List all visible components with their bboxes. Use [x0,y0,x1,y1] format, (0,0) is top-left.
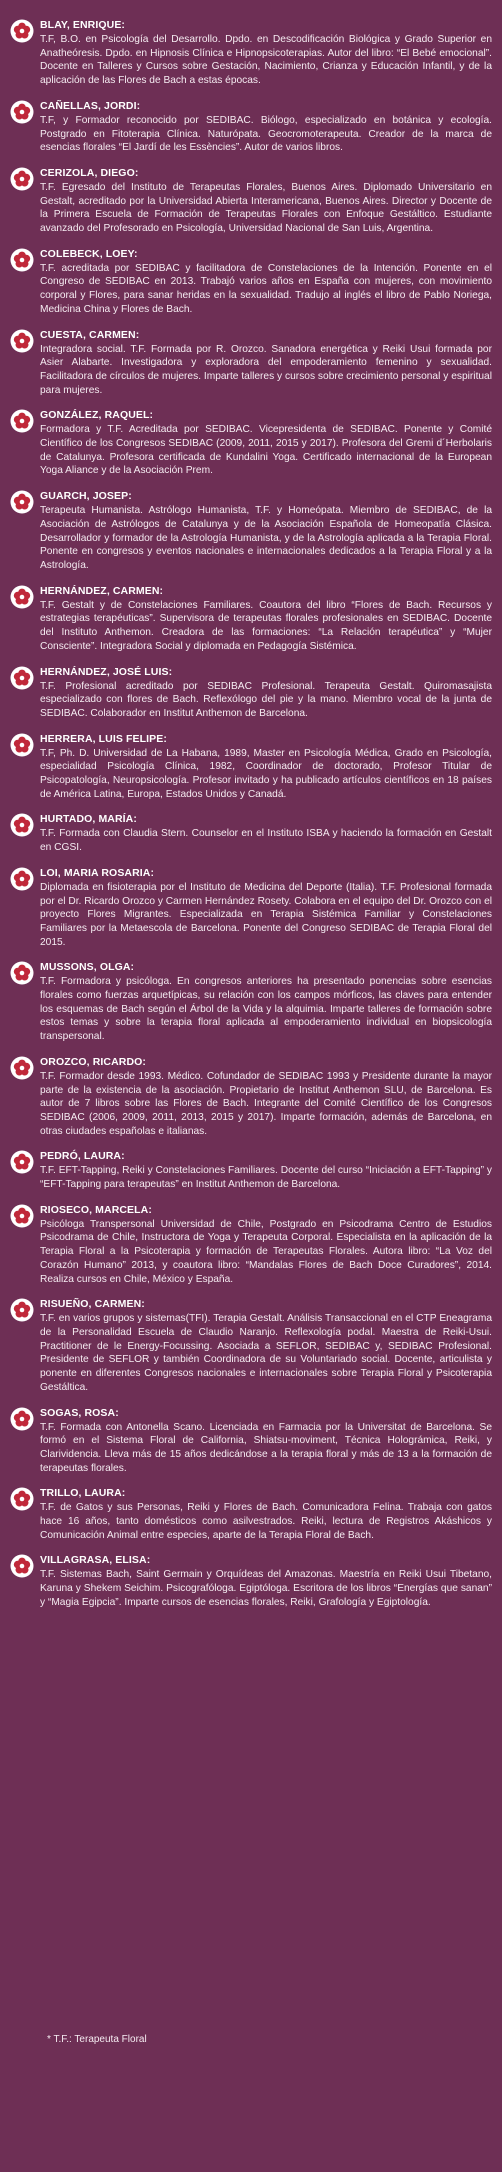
bio-description: T.F. Formada con Antonella Scano. Licenciada en Farmacia por la Universitat de Barcelona. Se formó en el Sistema Floral de California, Shiatsu-moviment, Técnica Holográmica, Reiki, y Clarividencia. Lleva más de 15 años dedicándose a la terapia floral y más de 13 a la formación de terapeutas florales. [40,1421,492,1474]
flower-badge-icon [10,329,34,353]
bio-description: Diplomada en fisioterapia por el Instituto de Medicina del Deporte (Italia). T.F. Profesional formada por el Dr. Ricardo Orozco y Carmen Hernández Rosety. Colabora en el equipo del Dr. Orozco con el proyecto Flores Migrantes. Especializada en Terapia Sistémica Familiar y Constelaciones Familiares por la Metaescola de Barcelona. Ponente del Congreso SEDIBAC de Terapia Floral del 2015. [40,881,492,948]
bio-name: HERRERA, LUIS FELIPE: [40,732,167,745]
bio-description: T.F. Formada con Claudia Stern. Counselor en el Instituto ISBA y haciendo la formación en Gestalt en CGSI. [40,828,492,854]
bio-entry [10,866,492,950]
bio-description: Integradora social. T.F. Formada por R. Orozco. Sanadora energética y Reiki Usui formada por Asier Alabarte. Investigadora y exploradora del empoderamiento femenino y sexualidad. Facilitadora de círculos de mujeres. Imparte talleres y cursos sobre crecimiento personal y espiritual para mujeres. [40,343,492,396]
flower-badge-icon [10,248,34,272]
bio-entry [10,732,492,802]
bio-name: COLEBECK, LOEY: [40,247,138,260]
bio-entry [10,1406,492,1476]
bio-name: HURTADO, MARÍA: [40,813,137,826]
footnote: * T.F.: Terapeuta Floral [47,2034,147,2045]
bio-description: T.F. Gestalt y de Constelaciones Familiares. Coautora del libro “Flores de Bach. Recursos y estrategias terapéuticas”. Supervisora de terapeutas florales profesionales en SEDIBAC. Docente del Instituto Anthemon. Creadora de las formaciones: “La Relación terapéutica” y “Mujer Consciente”. Integradora Social y diplomada en Pedagogía Sistémica. [40,599,492,652]
flower-badge-icon [10,585,34,609]
bio-list [10,18,492,1621]
flower-badge-icon [10,100,34,124]
bio-description: T.F. de Gatos y sus Personas, Reiki y Flores de Bach. Comunicadora Felina. Trabaja con gatos hace 16 años, tanto domésticos como asilvestrados. Reiki, lectura de Registros Akáshicos y Comunicación Animal entre especies, aparte de la Terapia Floral de Bach. [40,1502,492,1541]
bio-entry [10,1297,492,1394]
bio-entry [10,328,492,398]
bio-name: TRILLO, LAURA: [40,1487,126,1500]
flower-badge-icon [10,19,34,43]
bio-entry [10,1149,492,1191]
bio-description: T.F. Formador desde 1993. Médico. Cofundador de SEDIBAC 1993 y Presidente durante la mayor parte de la existencia de la asociación. Propietario de Institut Anthemon SLU, de Barcelona. Es autor de 7 libros sobre las Flores de Bach. Integrante del Comité Científico de los Congresos SEDIBAC (2006, 2009, 2011, 2013, 2015 y 2017). Imparte formación, además de Barcelona, en otras ciudades españolas e italianas. [40,1070,492,1137]
bio-entry [10,489,492,573]
flower-badge-icon [10,1204,34,1228]
flower-badge-icon [10,1150,34,1174]
bio-description: T.F. Sistemas Bach, Saint Germain y Orquídeas del Amazonas. Maestría en Reiki Usui Tibetano, Karuna y Shekem Seichim. Psicografóloga. Egiptóloga. Escritora de los libros “Energías que sanan” y “Magia Egipcia”. Imparte cursos de esencias florales, Reiki, Grafología y Egiptología. [40,1569,492,1608]
bio-description: Formadora y T.F. Acreditada por SEDIBAC. Vicepresidenta de SEDIBAC. Ponente y Comité Científico de los Congresos SEDIBAC (2009, 2011, 2015 y 2017). Profesora del Gremi d´Herbolaris de Catalunya. Profesora certificada de Kundalini Yoga. Certificado internacional de la European Yoga Aliance y de la Asociación Prem. [40,424,492,477]
flower-badge-icon [10,867,34,891]
bio-entry [10,1486,492,1542]
bio-name: RISUEÑO, CARMEN: [40,1298,145,1311]
bio-name: OROZCO, RICARDO: [40,1055,147,1068]
bio-entry [10,960,492,1044]
bio-name: LOI, MARIA ROSARIA: [40,866,155,879]
bio-name: GUARCH, JOSEP: [40,490,132,503]
bio-name: PEDRÓ, LAURA: [40,1150,125,1163]
bio-name: CUESTA, CARMEN: [40,328,140,341]
flower-badge-icon [10,733,34,757]
bio-entry [10,99,492,155]
bio-description: T.F. EFT-Tapping, Reiki y Constelaciones Familiares. Docente del curso “Iniciación a EFT-Tapping” y “EFT-Tapping para terapeutas” en Institut Anthemon de Barcelona. [40,1165,492,1191]
bio-name: HERNÁNDEZ, JOSÉ LUIS: [40,665,173,678]
bio-name: CAÑELLAS, JORDI: [40,99,141,112]
bio-description: T.F, y Formador reconocido por SEDIBAC. Biólogo, especializado en botánica y ecología. Postgrado en Fitoterapia Clínica. Naturópata. Geocromoterapeuta. Creador de la marca de esencias florales “El Jardí de les Essències”. Autor de varios libros. [40,114,492,154]
flower-badge-icon [10,167,34,191]
bio-description: T.F, Ph. D. Universidad de La Habana, 1989, Master en Psicología Médica, Grado en Psicología, especialidad Psicología Clínica, 1982, Coordinador de doctorado, Profesor Titular de Psicopatología, Neuropsicología. Profesor invitado y ha publicado artículos científicos en 18 países de América Latina, Europa, Estados Unidos y Canadá. [40,747,492,800]
bio-entry [10,1203,492,1287]
bio-description: T.F, B.O. en Psicología del Desarrollo. Dpdo. en Descodificación Biológica y Grado Superior en Anatheóresis. Dpdo. en Hipnosis Clínica e Hipnopsicoterapias. Autor del libro: “El Bebé emocional”. Docente en Talleres y Cursos sobre Gestación, Nacimiento, Crianza y Educación Infantil, y de la aplicación de las Flores de Bach a estas épocas. [40,34,492,87]
bio-description: Terapeuta Humanista. Astrólogo Humanista, T.F. y Homeópata. Miembro de SEDIBAC, de la Asociación de Astrólogos de Catalunya y de la Asociación Española de Homeopatía Clásica. Desarrollador y formador de la Astrología Humanista, y de la Astrología aplicada a la Terapia Floral. Ponente en congresos y eventos nacionales e internacionales dedicados a la Terapia Floral y a la Astrología. [40,505,492,571]
flower-badge-icon [10,409,34,433]
bio-entry [10,1055,492,1139]
bio-entry [10,247,492,317]
bio-description: T.F. Formadora y psicóloga. En congresos anteriores ha presentado ponencias sobre esencias florales como fuerzas arquetípicas, su relación con los campos mórficos, las claves para entender los esquemas de Bach según el Árbol de la Vida y la alquimia. Imparte talleres de formación sobre estos temas y sobre la terapia floral aplicada al empoderamiento individual en biopsicología transpersonal. [40,976,492,1043]
flower-badge-icon [10,1554,34,1578]
flower-badge-icon [10,490,34,514]
bio-entry [10,18,492,88]
bio-entry [10,408,492,478]
bio-name: RIOSECO, MARCELA: [40,1203,152,1216]
bio-description: T.F. en varios grupos y sistemas(TFI). Terapia Gestalt. Análisis Transaccional en el CTP Eneagrama de la Personalidad Escuela de Claudio Naranjo. Reflexología podal. Maestra de Reiki-Usui. Practitioner de le Energy-Focussing. Asociada a SEFLOR, SEDIBAC y, SEDIBAC Profesional. Presidente de SEFLOR y también Coordinadora de su Voluntariado social. Docente, articulista y ponente en diferentes Congresos nacionales e internacionales sobre Terapia Floral y Psicoterapia Gestáltica. [40,1313,492,1393]
bio-entry [10,1553,492,1609]
bio-description: T.F. Profesional acreditado por SEDIBAC Profesional. Terapeuta Gestalt. Quiromasajista especializado con flores de Bach. Reflexólogo del pie y la mano. Miembro vocal de la junta de SEDIBAC. Colaborador en Institut Anthemon de Barcelona. [40,680,492,719]
bio-name: SOGAS, ROSA: [40,1406,119,1419]
flower-badge-icon [10,1407,34,1431]
bio-description: T.F. acreditada por SEDIBAC y facilitadora de Constelaciones de la Intención. Ponente en el Congreso de SEDIBAC en 2013. Trabajó varios años en España con mujeres, con movimiento corporal y Flores, para sanar heridas en la sexualidad. Tradujo al inglés el libro de Pablo Noriega, Medicina China y Flores de Bach. [40,262,492,315]
flower-badge-icon [10,813,34,837]
flower-badge-icon [10,666,34,690]
flower-badge-icon [10,1298,34,1322]
bio-description: T.F. Egresado del Instituto de Terapeutas Florales, Buenos Aires. Diplomado Universitario en Gestalt, acreditado por la Universidad Abierta Interamericana, Buenos Aires. Director y Docente de la Primera Escuela de Formación de Terapeutas Florales con Enfoque Gestáltico. Estudiante avanzado del Profesorado en Psicología, Universidad Nacional de San Luis, Argentina. [40,181,492,235]
bio-description: Psicóloga Transpersonal Universidad de Chile, Postgrado en Psicodrama Centro de Estudios Psicodrama de Chile, Instructora de Yoga y Terapeuta Corporal. Especialista en la aplicación de la Terapia Floral a la Psicoterapia y formación de Terapeutas Florales. Autora libro: “La Voz del Corazón Humano” 2013, y coautora libro: “Mandalas Flores de Bach Doce Curadores”, 2014. Realiza cursos en Chile, México y España. [40,1218,492,1285]
flower-badge-icon [10,961,34,985]
bio-name: MUSSONS, OLGA: [40,961,135,974]
bio-name: CERIZOLA, DIEGO: [40,166,139,179]
bio-name: VILLAGRASA, ELISA: [40,1554,151,1567]
bio-entry [10,166,492,236]
bio-name: HERNÁNDEZ, CARMEN: [40,584,164,597]
bio-name: BLAY, ENRIQUE: [40,19,126,31]
bio-name: GONZÁLEZ, RAQUEL: [40,409,154,422]
bio-entry [10,812,492,854]
bio-entry [10,665,492,721]
flower-badge-icon [10,1056,34,1080]
bio-entry [10,584,492,654]
flower-badge-icon [10,1487,34,1511]
